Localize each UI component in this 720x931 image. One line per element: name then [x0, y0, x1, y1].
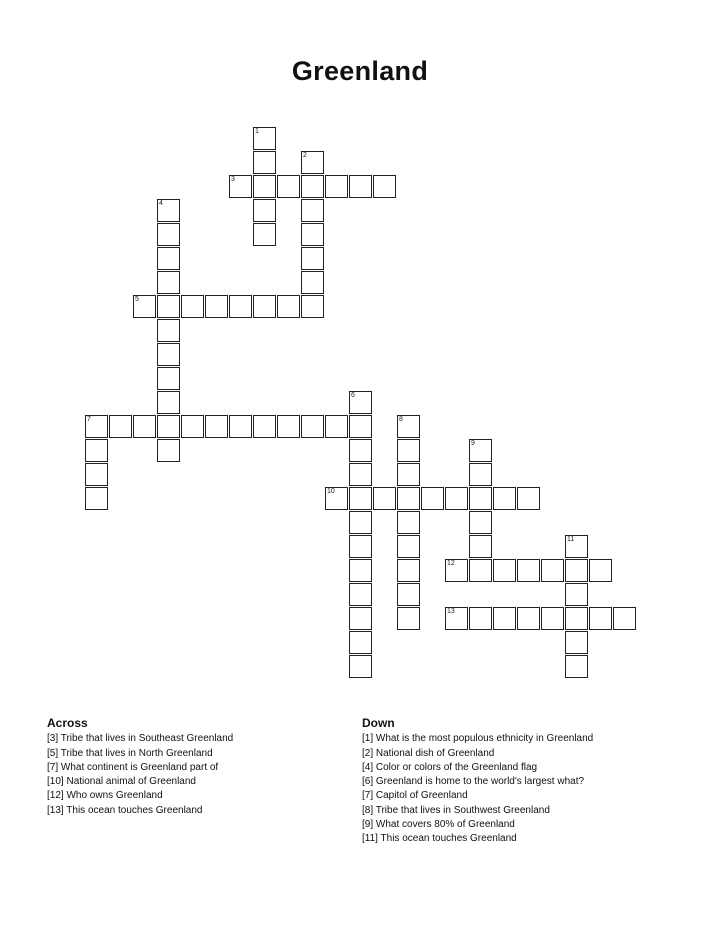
clue-text: What continent is Greenland part of	[58, 761, 219, 773]
grid-cell[interactable]	[301, 223, 324, 246]
grid-cell[interactable]	[517, 487, 540, 510]
clue-number: [9]	[362, 819, 374, 831]
grid-cell[interactable]	[445, 559, 468, 582]
grid-cell[interactable]	[157, 343, 180, 366]
grid-cell[interactable]	[157, 391, 180, 414]
clue-item	[362, 761, 702, 775]
clue-text: National dish of Greenland	[373, 747, 495, 759]
grid-cell[interactable]	[253, 175, 276, 198]
grid-cell[interactable]	[517, 607, 540, 630]
grid-cell[interactable]	[325, 415, 348, 438]
clue-number: [11]	[362, 833, 378, 845]
clue-text: Greenland is home to the world's largest what?	[373, 776, 585, 788]
grid-cell[interactable]	[85, 415, 108, 438]
grid-cell[interactable]	[181, 415, 204, 438]
clue-item	[47, 789, 337, 803]
grid-cell[interactable]	[253, 127, 276, 150]
grid-cell[interactable]	[325, 487, 348, 510]
clue-item	[362, 818, 702, 832]
grid-cell[interactable]	[373, 487, 396, 510]
grid-cell[interactable]	[493, 559, 516, 582]
across-clues	[47, 716, 337, 818]
clue-item	[362, 832, 702, 846]
grid-cell[interactable]	[181, 295, 204, 318]
clue-text: Capitol of Greenland	[373, 790, 468, 802]
grid-cell[interactable]	[397, 559, 420, 582]
clue-text: Tribe that lives in Southwest Greenland	[373, 804, 550, 816]
grid-cell[interactable]	[157, 223, 180, 246]
cell-number: 10	[327, 488, 335, 495]
grid-cell[interactable]	[85, 439, 108, 462]
grid-cell[interactable]	[277, 415, 300, 438]
cell-number: 4	[159, 200, 163, 207]
cell-number: 9	[471, 440, 475, 447]
grid-cell[interactable]	[397, 487, 420, 510]
grid-cell[interactable]	[157, 271, 180, 294]
grid-cell[interactable]	[349, 655, 372, 678]
grid-cell[interactable]	[109, 415, 132, 438]
cell-number: 13	[447, 608, 455, 615]
grid-cell[interactable]	[613, 607, 636, 630]
clue-number: [1]	[362, 733, 374, 745]
grid-cell[interactable]	[565, 607, 588, 630]
cell-number: 11	[567, 536, 575, 543]
grid-cell[interactable]	[85, 463, 108, 486]
grid-cell[interactable]	[541, 607, 564, 630]
clue-number: [7]	[362, 790, 374, 802]
clue-number: [12]	[47, 790, 64, 802]
grid-cell[interactable]	[469, 439, 492, 462]
cell-number: 12	[447, 560, 455, 567]
grid-cell[interactable]	[469, 607, 492, 630]
clue-number: [5]	[47, 747, 59, 759]
cell-number: 6	[351, 392, 355, 399]
grid-cell[interactable]	[301, 271, 324, 294]
across-heading: Across	[47, 716, 88, 730]
grid-cell[interactable]	[397, 535, 420, 558]
grid-cell[interactable]	[133, 295, 156, 318]
grid-cell[interactable]	[301, 175, 324, 198]
grid-cell[interactable]	[229, 175, 252, 198]
grid-cell[interactable]	[445, 607, 468, 630]
grid-cell[interactable]	[565, 535, 588, 558]
grid-cell[interactable]	[349, 487, 372, 510]
clue-text: Tribe that lives in North Greenland	[58, 747, 213, 759]
grid-cell[interactable]	[133, 415, 156, 438]
grid-cell[interactable]	[349, 583, 372, 606]
grid-cell[interactable]	[157, 319, 180, 342]
grid-cell[interactable]	[301, 151, 324, 174]
grid-cell[interactable]	[373, 175, 396, 198]
grid-cell[interactable]	[349, 415, 372, 438]
grid-cell[interactable]	[157, 247, 180, 270]
grid-cell[interactable]	[157, 295, 180, 318]
grid-cell[interactable]	[301, 247, 324, 270]
grid-cell[interactable]	[493, 487, 516, 510]
clue-number: [2]	[362, 747, 374, 759]
grid-cell[interactable]	[565, 583, 588, 606]
grid-cell[interactable]	[253, 199, 276, 222]
grid-cell[interactable]	[229, 295, 252, 318]
clue-text: Color or colors of the Greenland flag	[373, 761, 538, 773]
grid-cell[interactable]	[541, 559, 564, 582]
grid-cell[interactable]	[565, 559, 588, 582]
grid-cell[interactable]	[349, 535, 372, 558]
grid-cell[interactable]	[253, 151, 276, 174]
page-title: Greenland	[291, 56, 429, 86]
grid-cell[interactable]	[349, 463, 372, 486]
clue-item	[47, 747, 337, 761]
grid-cell[interactable]	[397, 607, 420, 630]
grid-cell[interactable]	[397, 463, 420, 486]
grid-cell[interactable]	[85, 487, 108, 510]
grid-cell[interactable]	[301, 199, 324, 222]
across-clue-list	[47, 732, 337, 818]
clue-text: Tribe that lives in Southeast Greenland	[58, 733, 234, 745]
cell-number: 1	[255, 128, 259, 135]
grid-cell[interactable]	[157, 199, 180, 222]
grid-cell[interactable]	[469, 535, 492, 558]
grid-cell[interactable]	[349, 607, 372, 630]
grid-cell[interactable]	[253, 223, 276, 246]
grid-cell[interactable]	[349, 439, 372, 462]
grid-cell[interactable]	[469, 463, 492, 486]
clue-text: What is the most populous ethnicity in Greenland	[373, 733, 594, 745]
clue-number: [13]	[47, 804, 64, 816]
clue-number: [3]	[47, 733, 59, 745]
down-heading: Down	[362, 716, 395, 730]
clue-number: [6]	[362, 776, 374, 788]
grid-cell[interactable]	[421, 487, 444, 510]
grid-cell[interactable]	[589, 559, 612, 582]
clue-text: This ocean touches Greenland	[63, 804, 203, 816]
grid-cell[interactable]	[469, 559, 492, 582]
grid-cell[interactable]	[517, 559, 540, 582]
cell-number: 8	[399, 416, 403, 423]
grid-cell[interactable]	[565, 655, 588, 678]
clue-item	[362, 732, 702, 746]
cell-number: 5	[135, 296, 139, 303]
cell-number: 2	[303, 152, 307, 159]
grid-cell[interactable]	[205, 415, 228, 438]
clue-item	[47, 732, 337, 746]
grid-cell[interactable]	[397, 511, 420, 534]
clue-text: This ocean touches Greenland	[377, 833, 517, 845]
down-clue-list	[362, 732, 702, 846]
cell-number: 3	[231, 176, 235, 183]
grid-cell[interactable]	[397, 439, 420, 462]
clue-number: [8]	[362, 804, 374, 816]
grid-cell[interactable]	[277, 295, 300, 318]
grid-cell[interactable]	[157, 439, 180, 462]
grid-cell[interactable]	[277, 175, 300, 198]
grid-cell[interactable]	[157, 415, 180, 438]
grid-cell[interactable]	[397, 583, 420, 606]
grid-cell[interactable]	[253, 415, 276, 438]
clue-text: What covers 80% of Greenland	[373, 819, 515, 831]
grid-cell[interactable]	[349, 511, 372, 534]
grid-cell[interactable]	[253, 295, 276, 318]
cell-number: 7	[87, 416, 91, 423]
grid-cell[interactable]	[157, 367, 180, 390]
grid-cell[interactable]	[589, 607, 612, 630]
clue-text: Who owns Greenland	[63, 790, 163, 802]
down-clues	[362, 716, 702, 847]
clue-item	[362, 747, 702, 761]
grid-cell[interactable]	[229, 415, 252, 438]
grid-cell[interactable]	[349, 631, 372, 654]
clue-item	[47, 761, 337, 775]
grid-cell[interactable]	[469, 511, 492, 534]
clue-number: [10]	[47, 776, 64, 788]
clue-item	[362, 804, 702, 818]
grid-cell[interactable]	[205, 295, 228, 318]
clue-item	[362, 775, 702, 789]
grid-cell[interactable]	[325, 175, 348, 198]
grid-cell[interactable]	[397, 415, 420, 438]
clue-number: [4]	[362, 761, 374, 773]
clue-text: National animal of Greenland	[63, 776, 196, 788]
grid-cell[interactable]	[349, 391, 372, 414]
clue-number: [7]	[47, 761, 59, 773]
clue-item	[47, 775, 337, 789]
grid-cell[interactable]	[493, 607, 516, 630]
grid-cell[interactable]	[349, 559, 372, 582]
grid-cell[interactable]	[301, 415, 324, 438]
clue-item	[362, 789, 702, 803]
clue-item	[47, 804, 337, 818]
grid-cell[interactable]	[445, 487, 468, 510]
grid-cell[interactable]	[301, 295, 324, 318]
grid-cell[interactable]	[349, 175, 372, 198]
grid-cell[interactable]	[469, 487, 492, 510]
grid-cell[interactable]	[565, 631, 588, 654]
